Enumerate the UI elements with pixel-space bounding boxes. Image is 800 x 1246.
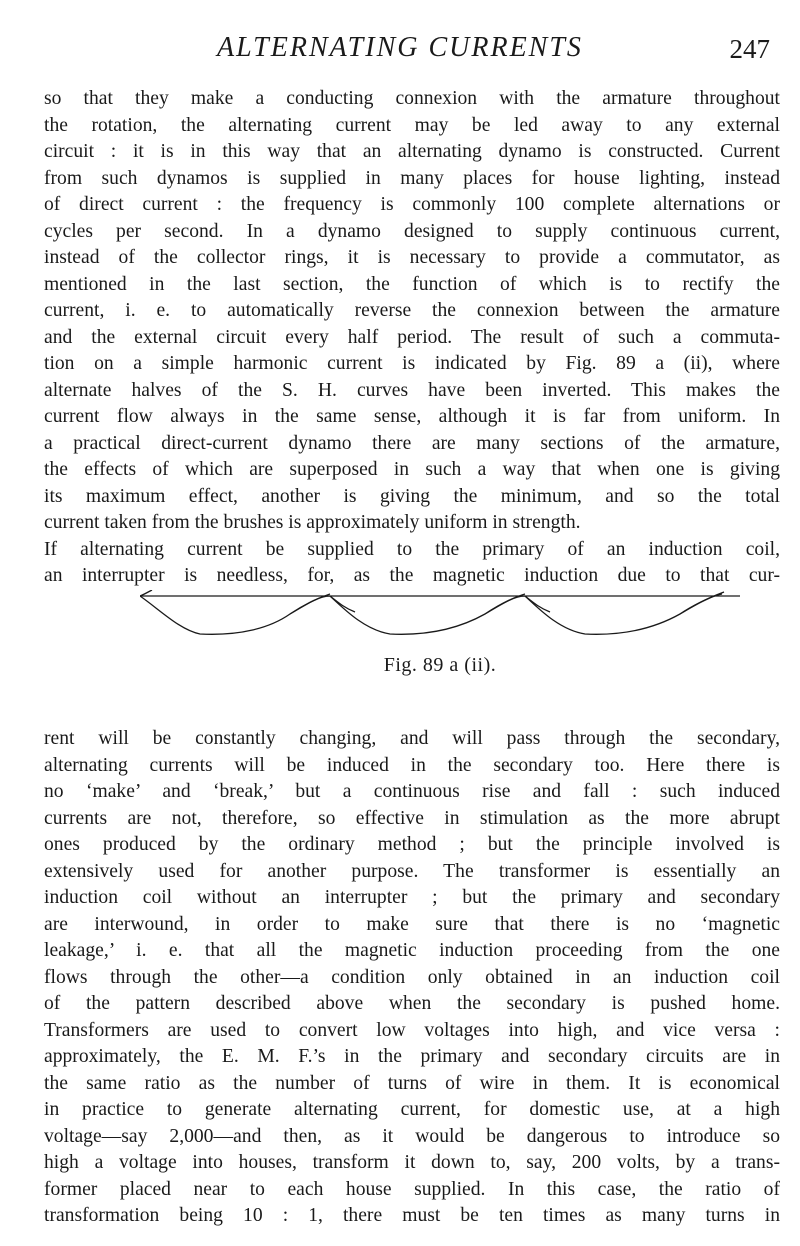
wave-hump-1 [140,596,330,634]
text-line: current, i. e. to automatically reverse the connexion between the armature [44,300,780,321]
text-line: alternate halves of the S. H. curves have been inverted. This makes the [44,379,780,401]
text-line: circuit : it is in this way that an alternating dynamo is constructed. Current [44,141,780,162]
text-line: current flow always in the same sense, although it is far from uniform. In [44,406,780,427]
text-line: of the pattern described above when the secondary is pushed home. [44,993,780,1014]
text-line: extensively used for another purpose. The transformer is essentially an [44,860,780,882]
body-text-bottom [44,726,780,1230]
text-line: voltage—say 2,000—and then, as it would be dangerous to introduce so [44,1125,780,1147]
text-line: leakage,’ i. e. that all the magnetic induction proceeding from the one [44,940,780,961]
text-line: so that they make a conducting connexion with the armature throughout [44,88,780,109]
text-line: induction coil without an interrupter ; but the primary and secondary [44,887,780,908]
text-line: tion on a simple harmonic current is indicated by Fig. 89 a (ii), where [44,353,780,374]
text-line: the effects of which are superposed in such a way that when one is giving [44,459,780,480]
text-line: its maximum effect, another is giving the minimum, and so the total [44,485,780,507]
text-line: rent will be constantly changing, and will pass through the secondary, [44,728,780,749]
text-line: Transformers are used to convert low voltages into high, and vice versa : [44,1019,780,1041]
text-line: transformation being 10 : 1, there must be ten times as many turns in [44,1205,780,1226]
text-line: in practice to generate alternating current, for domestic use, at a high [44,1099,780,1120]
text-line: currents are not, therefore, so effective in stimulation as the more abrupt [44,807,780,829]
inverted-stroke-5 [525,596,550,612]
text-line: flows through the other—a condition only obtained in an induction coil [44,966,780,988]
wave-hump-2 [330,596,525,634]
page-number: 247 [729,34,770,64]
text-line: an interrupter is needless, for, as the magnetic induction due to that cur- [44,565,780,586]
text-line: ones produced by the ordinary method ; but the principle involved is [44,834,780,855]
text-line: If alternating current be supplied to the primary of an induction coil, [44,538,780,560]
page-header [0,28,800,68]
text-line: current taken from the brushes is approximately uniform in strength. [44,512,581,533]
text-line: a practical direct-current dynamo there are many sections of the armature, [44,432,780,454]
text-line: the rotation, the alternating current may be led away to any external [44,114,780,136]
inverted-stroke-6 [140,590,152,596]
figure-caption: Fig. 89 a (ii). [383,654,497,676]
text-line: the same ratio as the number of turns of wire in them. It is economical [44,1072,780,1094]
text-line: of direct current : the frequency is commonly 100 complete alternations or [44,194,780,215]
rectified-wave-diagram [140,590,740,646]
body-text-top [44,86,780,590]
running-title: ALTERNATING CURRENTS [217,32,583,63]
text-line: former placed near to each house supplied. In this case, the ratio of [44,1178,780,1200]
text-line: approximately, the E. M. F.’s in the primary and secondary circuits are in [44,1046,780,1067]
text-line: high a voltage into houses, transform it down to, say, 200 volts, by a trans- [44,1152,780,1173]
text-line: from such dynamos is supplied in many places for house lighting, instead [44,167,780,189]
figure-89a-ii [140,590,740,710]
text-line: instead of the collector rings, it is necessary to provide a commutator, as [44,247,780,268]
text-line: mentioned in the last section, the function of which is to rectify the [44,273,780,295]
text-line: cycles per second. In a dynamo designed to supply continuous current, [44,220,780,242]
text-line: no ‘make’ and ‘break,’ but a continuous rise and fall : such induced [44,781,780,802]
inverted-stroke-4 [330,596,355,612]
text-line: are interwound, in order to make sure that there is no ‘magnetic [44,913,780,935]
text-line: alternating currents will be induced in the secondary too. Here there is [44,754,780,776]
text-line: and the external circuit every half period. The result of such a commuta- [44,326,780,348]
wave-hump-3 [525,594,722,634]
